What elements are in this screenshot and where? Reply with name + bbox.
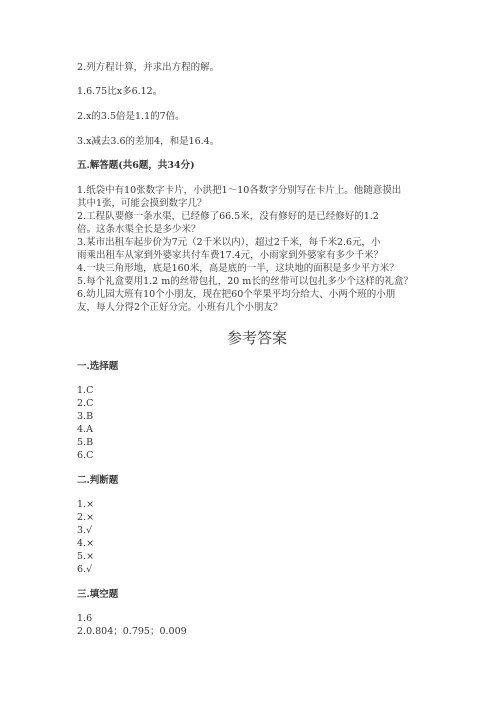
fill-answer: 1.6 <box>77 613 93 624</box>
equation-item: 2.x的3.5倍是1.1的7倍。 <box>77 111 185 122</box>
choice-answer: 6.C <box>77 450 94 461</box>
problem-line: 1.纸袋中有10张数字卡片，小洪把1～10各数字分别写在卡片上。他随意摸出 <box>77 185 402 196</box>
choice-answer: 1.C <box>77 385 94 396</box>
choice-heading: 一.选择题 <box>77 361 119 372</box>
problem-line: 5.每个礼盒要用1.2 m的丝带包扎，20 m长的丝带可以包扎多少个这样的礼盒？ <box>77 276 413 287</box>
problem-line: 雨乘出租车从家到外婆家共付车费17.4元，小雨家到外婆家有多少千米？ <box>77 250 384 261</box>
problem-line: 6.幼儿园大班有10个小朋友，现在把60个苹果平均分给大、小两个班的小朋 <box>77 289 396 300</box>
judge-answer: 2.× <box>77 512 95 523</box>
fill-heading: 三.填空题 <box>77 589 119 600</box>
fill-answer: 2.0.804；0.795；0.009 <box>77 626 187 637</box>
problem-line: 4.一块三角形地，底是160米，高是底的一半，这块地的面积是多少平方米？ <box>77 263 399 274</box>
judge-answer: 3.√ <box>77 525 93 536</box>
problem-line: 倍。这条水渠全长是多少米？ <box>77 224 201 235</box>
judge-answer: 6.√ <box>77 564 93 575</box>
problem-line: 友，每人分得2个正好分完。小班有几个小朋友？ <box>77 302 283 313</box>
answer-key-title: 参考答案 <box>226 329 287 347</box>
problem-line: 3.某市出租车起步价为7元（2千米以内），超过2千米，每千米2.6元，小 <box>77 237 381 248</box>
section-five-heading: 五.解答题(共6题，共34分) <box>77 160 195 171</box>
choice-answer: 4.A <box>77 424 93 435</box>
judge-answer: 5.× <box>77 551 95 562</box>
problem-line: 其中1张，可能会摸到数字几？ <box>77 198 207 209</box>
judge-answer: 1.× <box>77 499 95 510</box>
equation-item: 3.x减去3.6的差加4，和是16.4。 <box>77 136 220 147</box>
equation-item: 1.6.75比x多6.12。 <box>77 86 163 97</box>
equation-section-heading: 2.列方程计算，并求出方程的解。 <box>77 62 220 73</box>
judge-answer: 4.× <box>77 538 95 549</box>
problem-line: 2.工程队要修一条水渠，已经修了66.5米，没有修好的是已经修好的1.2 <box>77 211 379 222</box>
judge-heading: 二.判断题 <box>77 475 119 486</box>
choice-answer: 2.C <box>77 398 94 409</box>
choice-answer: 5.B <box>77 437 94 448</box>
choice-answer: 3.B <box>77 411 94 422</box>
